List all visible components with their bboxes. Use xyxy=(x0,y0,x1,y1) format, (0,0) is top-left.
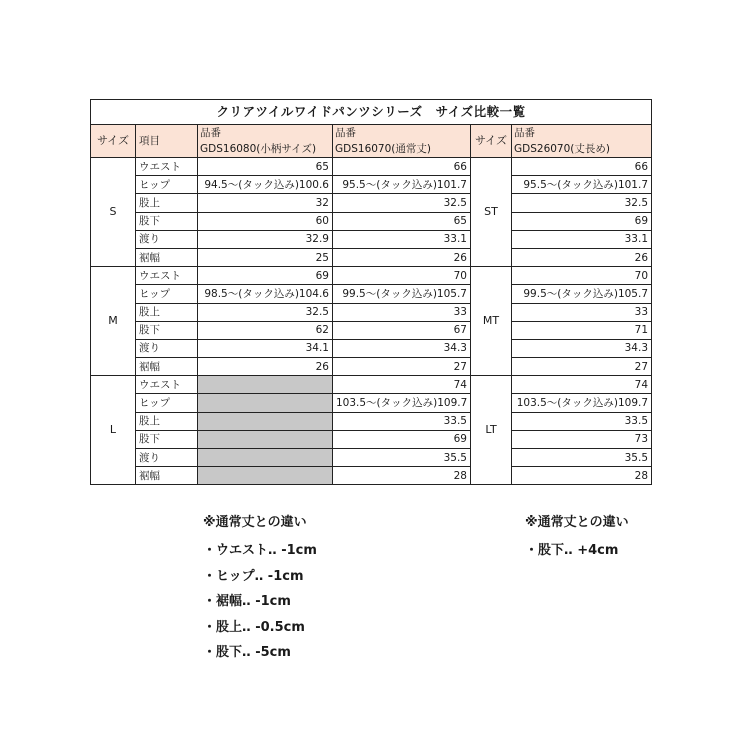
header-product-1-label: 品番 xyxy=(200,127,221,139)
value-cell: 35.5 xyxy=(333,449,471,467)
table-row xyxy=(91,358,652,376)
size-cell: S xyxy=(91,158,136,267)
value-cell: 26 xyxy=(333,248,471,266)
value-cell: 103.5～(タック込み)109.7 xyxy=(333,394,471,412)
value-cell: 26 xyxy=(198,358,333,376)
value-cell: 32 xyxy=(198,194,333,212)
table-row xyxy=(91,321,652,339)
header-item: 項目 xyxy=(136,125,198,158)
size-cell: M xyxy=(91,267,136,376)
empty-cell xyxy=(198,449,333,467)
table-row xyxy=(91,248,652,266)
value-cell: 33 xyxy=(333,303,471,321)
header-product-3 xyxy=(512,125,652,158)
item-cell: ヒップ xyxy=(136,285,198,303)
value-cell: 60 xyxy=(198,212,333,230)
notes-left-item: ・裾幅‥ -1cm xyxy=(203,594,291,609)
value-cell: 99.5～(タック込み)105.7 xyxy=(333,285,471,303)
size-cell-2: MT xyxy=(471,267,512,376)
value-cell: 32.9 xyxy=(198,230,333,248)
value-cell: 33 xyxy=(512,303,652,321)
value-cell: 33.5 xyxy=(333,412,471,430)
value-cell: 103.5～(タック込み)109.7 xyxy=(512,394,652,412)
notes-left xyxy=(203,511,317,667)
notes-left-item: ・股上‥ -0.5cm xyxy=(203,619,305,635)
value-cell: 27 xyxy=(333,358,471,376)
empty-cell xyxy=(198,376,333,394)
table-title: クリアツイルワイドパンツシリーズ サイズ比較一覧 xyxy=(91,100,652,125)
value-cell: 32.5 xyxy=(333,194,471,212)
table-row xyxy=(91,230,652,248)
header-product-3-label: 品番 xyxy=(514,127,535,139)
size-cell-2: LT xyxy=(471,376,512,485)
notes-right-heading: ※通常丈との違い xyxy=(525,515,629,530)
table-row xyxy=(91,449,652,467)
table-row xyxy=(91,267,652,285)
value-cell: 69 xyxy=(333,430,471,448)
value-cell: 71 xyxy=(512,321,652,339)
value-cell: 26 xyxy=(512,248,652,266)
empty-cell xyxy=(198,412,333,430)
table-row xyxy=(91,285,652,303)
item-cell: 裾幅 xyxy=(136,467,198,485)
value-cell: 28 xyxy=(333,467,471,485)
item-cell: 渡り xyxy=(136,339,198,357)
header-product-3-code: GDS26070(丈長め) xyxy=(514,143,610,155)
value-cell: 33.1 xyxy=(333,230,471,248)
notes-right-item: ・股下‥ +4cm xyxy=(525,543,619,558)
value-cell: 67 xyxy=(333,321,471,339)
size-comparison-table xyxy=(90,99,652,485)
header-product-2-label: 品番 xyxy=(335,127,356,139)
value-cell: 25 xyxy=(198,248,333,266)
value-cell: 69 xyxy=(198,267,333,285)
table-row xyxy=(91,412,652,430)
table-row xyxy=(91,430,652,448)
header-size-2: サイズ xyxy=(471,125,512,158)
value-cell: 66 xyxy=(333,158,471,176)
value-cell: 65 xyxy=(333,212,471,230)
table-row xyxy=(91,212,652,230)
value-cell: 28 xyxy=(512,467,652,485)
value-cell: 69 xyxy=(512,212,652,230)
value-cell: 66 xyxy=(512,158,652,176)
item-cell: ヒップ xyxy=(136,176,198,194)
value-cell: 73 xyxy=(512,430,652,448)
value-cell: 62 xyxy=(198,321,333,339)
size-cell-2: ST xyxy=(471,158,512,267)
item-cell: 裾幅 xyxy=(136,358,198,376)
item-cell: 股上 xyxy=(136,194,198,212)
value-cell: 35.5 xyxy=(512,449,652,467)
item-cell: 股下 xyxy=(136,212,198,230)
value-cell: 74 xyxy=(333,376,471,394)
empty-cell xyxy=(198,394,333,412)
value-cell: 74 xyxy=(512,376,652,394)
table-row xyxy=(91,194,652,212)
value-cell: 94.5～(タック込み)100.6 xyxy=(198,176,333,194)
item-cell: 渡り xyxy=(136,230,198,248)
table-row xyxy=(91,158,652,176)
table-row xyxy=(91,303,652,321)
table-row xyxy=(91,467,652,485)
item-cell: ヒップ xyxy=(136,394,198,412)
notes-left-item: ・股下‥ -5cm xyxy=(203,645,291,660)
table-row xyxy=(91,394,652,412)
item-cell: 裾幅 xyxy=(136,248,198,266)
header-product-2 xyxy=(333,125,471,158)
item-cell: 股上 xyxy=(136,303,198,321)
size-cell: L xyxy=(91,376,136,485)
value-cell: 34.1 xyxy=(198,339,333,357)
value-cell: 65 xyxy=(198,158,333,176)
header-size: サイズ xyxy=(91,125,136,158)
item-cell: ウエスト xyxy=(136,158,198,176)
value-cell: 99.5～(タック込み)105.7 xyxy=(512,285,652,303)
empty-cell xyxy=(198,430,333,448)
item-cell: 股上 xyxy=(136,412,198,430)
value-cell: 34.3 xyxy=(512,339,652,357)
item-cell: 渡り xyxy=(136,449,198,467)
header-product-1-code: GDS16080(小柄サイズ) xyxy=(200,143,317,155)
value-cell: 98.5～(タック込み)104.6 xyxy=(198,285,333,303)
value-cell: 70 xyxy=(512,267,652,285)
item-cell: 股下 xyxy=(136,430,198,448)
value-cell: 34.3 xyxy=(333,339,471,357)
notes-left-item: ・ヒップ‥ -1cm xyxy=(203,568,304,584)
value-cell: 95.5～(タック込み)101.7 xyxy=(333,176,471,194)
item-cell: ウエスト xyxy=(136,376,198,394)
value-cell: 32.5 xyxy=(198,303,333,321)
value-cell: 33.1 xyxy=(512,230,652,248)
value-cell: 27 xyxy=(512,358,652,376)
value-cell: 70 xyxy=(333,267,471,285)
value-cell: 32.5 xyxy=(512,194,652,212)
notes-right xyxy=(525,511,629,565)
value-cell: 33.5 xyxy=(512,412,652,430)
notes-left-item: ・ウエスト‥ -1cm xyxy=(203,543,317,558)
header-product-1 xyxy=(198,125,333,158)
empty-cell xyxy=(198,467,333,485)
item-cell: 股下 xyxy=(136,321,198,339)
table-row xyxy=(91,339,652,357)
header-product-2-code: GDS16070(通常丈) xyxy=(335,143,431,155)
table-row xyxy=(91,176,652,194)
notes-left-heading: ※通常丈との違い xyxy=(203,515,307,530)
item-cell: ウエスト xyxy=(136,267,198,285)
table-row xyxy=(91,376,652,394)
value-cell: 95.5～(タック込み)101.7 xyxy=(512,176,652,194)
